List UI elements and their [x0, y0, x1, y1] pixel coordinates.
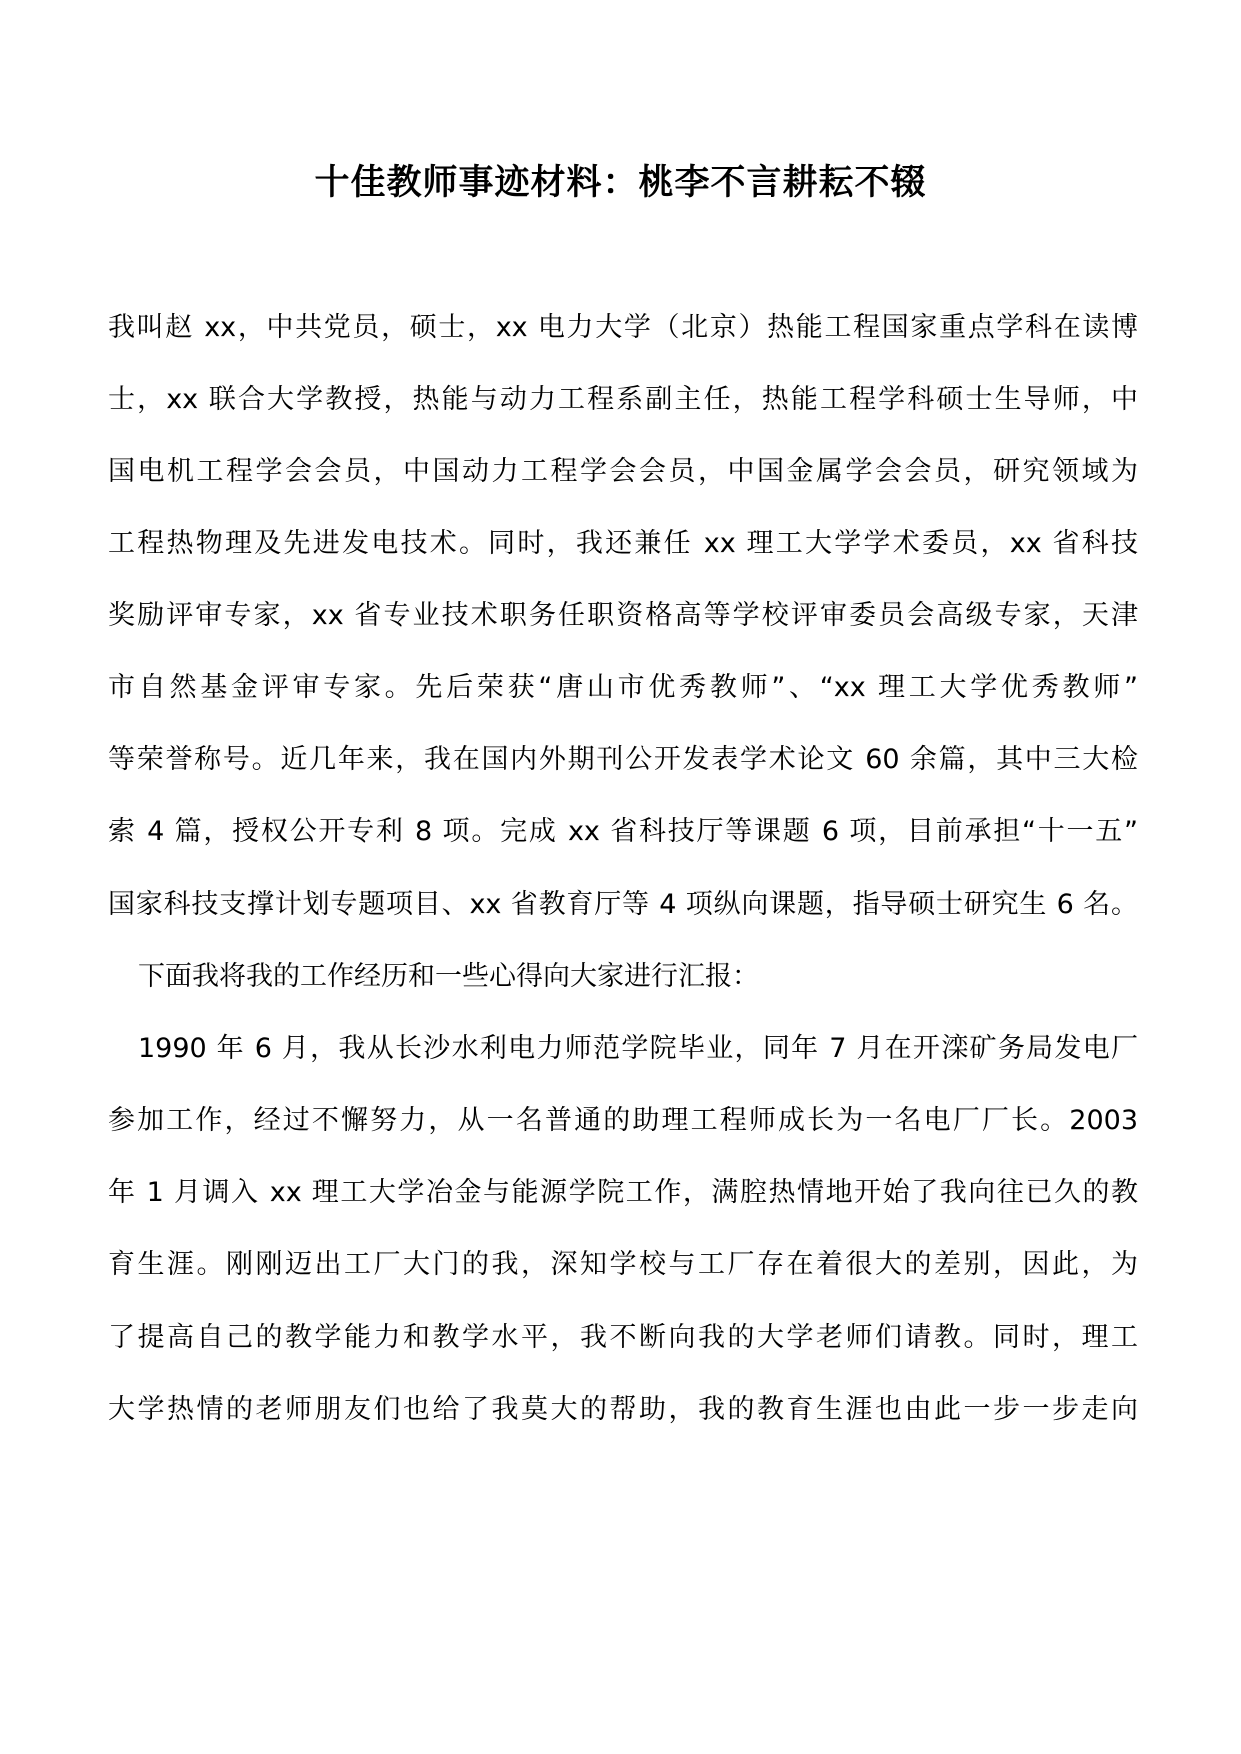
- body-line-8: 索 4 篇，授权公开专利 8 项。完成 xx 省科技厅等课题 6 项，目前承担“十一五”: [108, 816, 1138, 847]
- body-line-2: 士，xx 联合大学教授，热能与动力工程系副主任，热能工程学科硕士生导师，中: [108, 384, 1138, 415]
- body-line-14: 育生涯。刚刚迈出工厂大门的我，深知学校与工厂存在着很大的差别，因此，为: [108, 1249, 1138, 1280]
- body-line-3: 国电机工程学会会员，中国动力工程学会会员，中国金属学会会员，研究领域为: [108, 456, 1138, 487]
- body-line-10: 下面我将我的工作经历和一些心得向大家进行汇报：: [138, 961, 759, 992]
- body-line-7: 等荣誉称号。近几年来，我在国内外期刊公开发表学术论文 60 余篇，其中三大检: [108, 744, 1138, 775]
- body-line-1: 我叫赵 xx，中共党员，硕士，xx 电力大学（北京）热能工程国家重点学科在读博: [108, 312, 1138, 343]
- body-line-4: 工程热物理及先进发电技术。同时，我还兼任 xx 理工大学学术委员，xx 省科技: [108, 528, 1138, 559]
- document-title: 十佳教师事迹材料：桃李不言耕耘不辍: [314, 163, 927, 203]
- body-line-5: 奖励评审专家，xx 省专业技术职务任职资格高等学校评审委员会高级专家，天津: [108, 600, 1138, 631]
- body-line-11: 1990 年 6 月，我从长沙水利电力师范学院毕业，同年 7 月在开滦矿务局发电厂: [138, 1033, 1138, 1064]
- body-line-15: 了提高自己的教学能力和教学水平，我不断向我的大学老师们请教。同时，理工: [108, 1322, 1138, 1353]
- body-line-13: 年 1 月调入 xx 理工大学冶金与能源学院工作，满腔热情地开始了我向往已久的教: [108, 1177, 1138, 1208]
- body-line-12: 参加工作，经过不懈努力，从一名普通的助理工程师成长为一名电厂厂长。2003: [108, 1105, 1138, 1136]
- body-line-6: 市自然基金评审专家。先后荣获“唐山市优秀教师”、“xx 理工大学优秀教师”: [108, 672, 1138, 703]
- body-line-16: 大学热情的老师朋友们也给了我莫大的帮助，我的教育生涯也由此一步一步走向: [108, 1394, 1138, 1425]
- body-line-9: 国家科技支撑计划专题项目、xx 省教育厅等 4 项纵向课题，指导硕士研究生 6 名。: [108, 889, 1138, 920]
